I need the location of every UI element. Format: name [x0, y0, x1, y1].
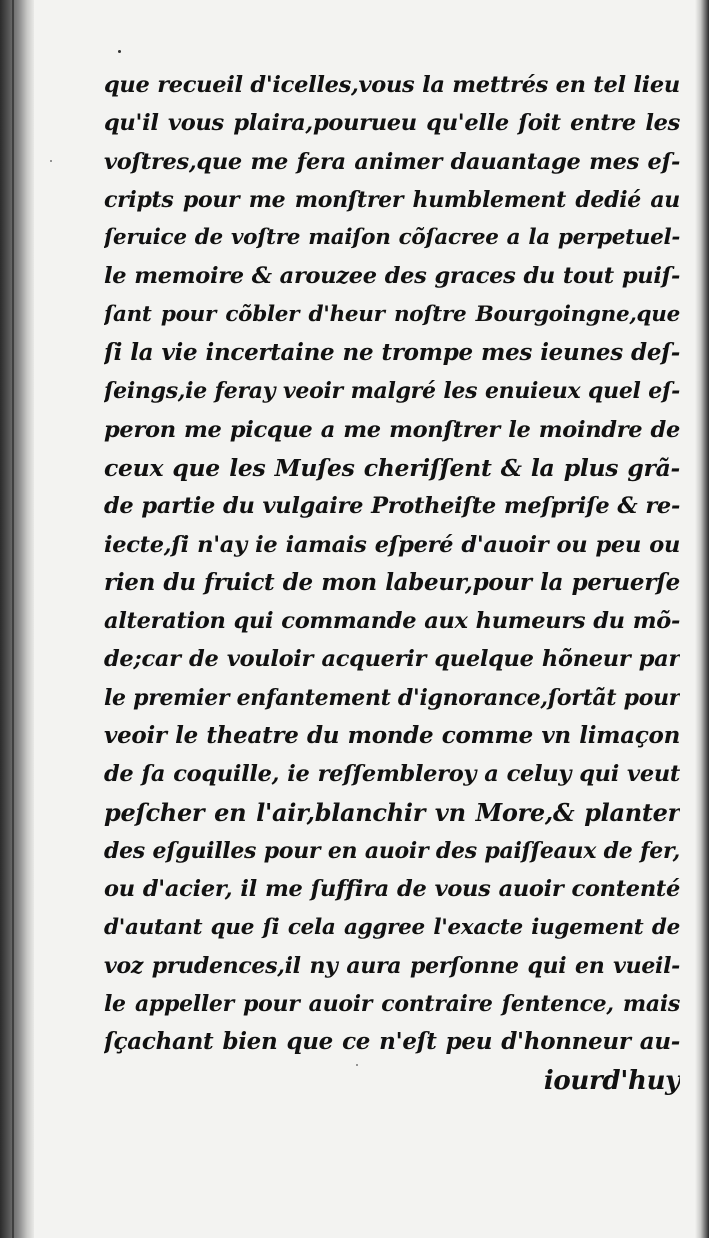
- text-line: veoir le theatre du monde comme vn limaçon: [104, 722, 680, 750]
- ink-mark: [118, 50, 121, 53]
- text-line: ou d'acier, il me ſuffira de vous auoir contenté: [104, 876, 680, 903]
- text-line: alteration qui commande aux humeurs du mõ-: [104, 608, 680, 635]
- text-line: qu'il vous plaira,pourueu qu'elle ſoit entre les: [104, 110, 680, 137]
- text-line: ſeruice de voſtre maiſon cõſacree a la perpetuel-: [104, 225, 680, 251]
- text-line: cripts pour me monſtrer humblement dedié au: [104, 186, 680, 213]
- text-line: de;car de vouloir acquerir quelque hõneur par: [104, 646, 680, 673]
- catchword: iourd'huy: [543, 1065, 680, 1096]
- text-line: rien du fruict de mon labeur,pour la peruerſe: [104, 568, 680, 596]
- text-line: voſtres,que me fera animer dauantage mes eſ-: [104, 148, 680, 175]
- ink-speck: [50, 160, 52, 162]
- text-line: d'autant que ſi cela aggree l'exacte iugement de: [104, 914, 680, 940]
- body-text: [104, 66, 680, 1100]
- binding-edge: [12, 0, 14, 1238]
- text-line: le appeller pour auoir contraire ſentence, mais: [104, 991, 680, 1018]
- text-line: iecte,ſi n'ay ie iamais eſperé d'auoir ou peu ou: [104, 531, 680, 558]
- text-line: ſeings,ie feray veoir malgré les enuieux quel eſ-: [104, 378, 680, 405]
- text-line: des eſguilles pour en auoir des paiſſeaux de fer,: [104, 837, 680, 864]
- text-line: voz prudences,il ny aura perſonne qui en vueil-: [104, 952, 680, 979]
- text-line: ſi la vie incertaine ne trompe mes ieunes deſ-: [104, 339, 680, 367]
- text-line: ceux que les Muſes cheriſſent & la plus grã-: [104, 453, 680, 482]
- text-line: peſcher en l'air,blanchir vn More,& planter: [104, 797, 680, 827]
- text-line: de partie du vulgaire Protheiſte meſpriſe & re-: [104, 493, 680, 520]
- text-line: ſant pour cõbler d'heur noſtre Bourgoingne,que: [104, 301, 680, 327]
- text-line: peron me picque a me monſtrer le moindre de: [104, 416, 680, 443]
- book-gutter-shadow: [0, 0, 34, 1238]
- text-line: de ſa coquille, ie reſſembleroy a celuy qui veut: [104, 761, 680, 788]
- text-line: le memoire & arouzee des graces du tout puiſ-: [104, 263, 680, 290]
- text-line: ſçachant bien que ce n'eſt peu d'honneur au-: [104, 1028, 680, 1056]
- text-line: le premier enfantement d'ignorance,ſortãt pour: [104, 684, 680, 711]
- page-edge-shadow: [695, 0, 709, 1238]
- text-line: que recueil d'icelles,vous la mettrés en tel lieu: [104, 72, 680, 98]
